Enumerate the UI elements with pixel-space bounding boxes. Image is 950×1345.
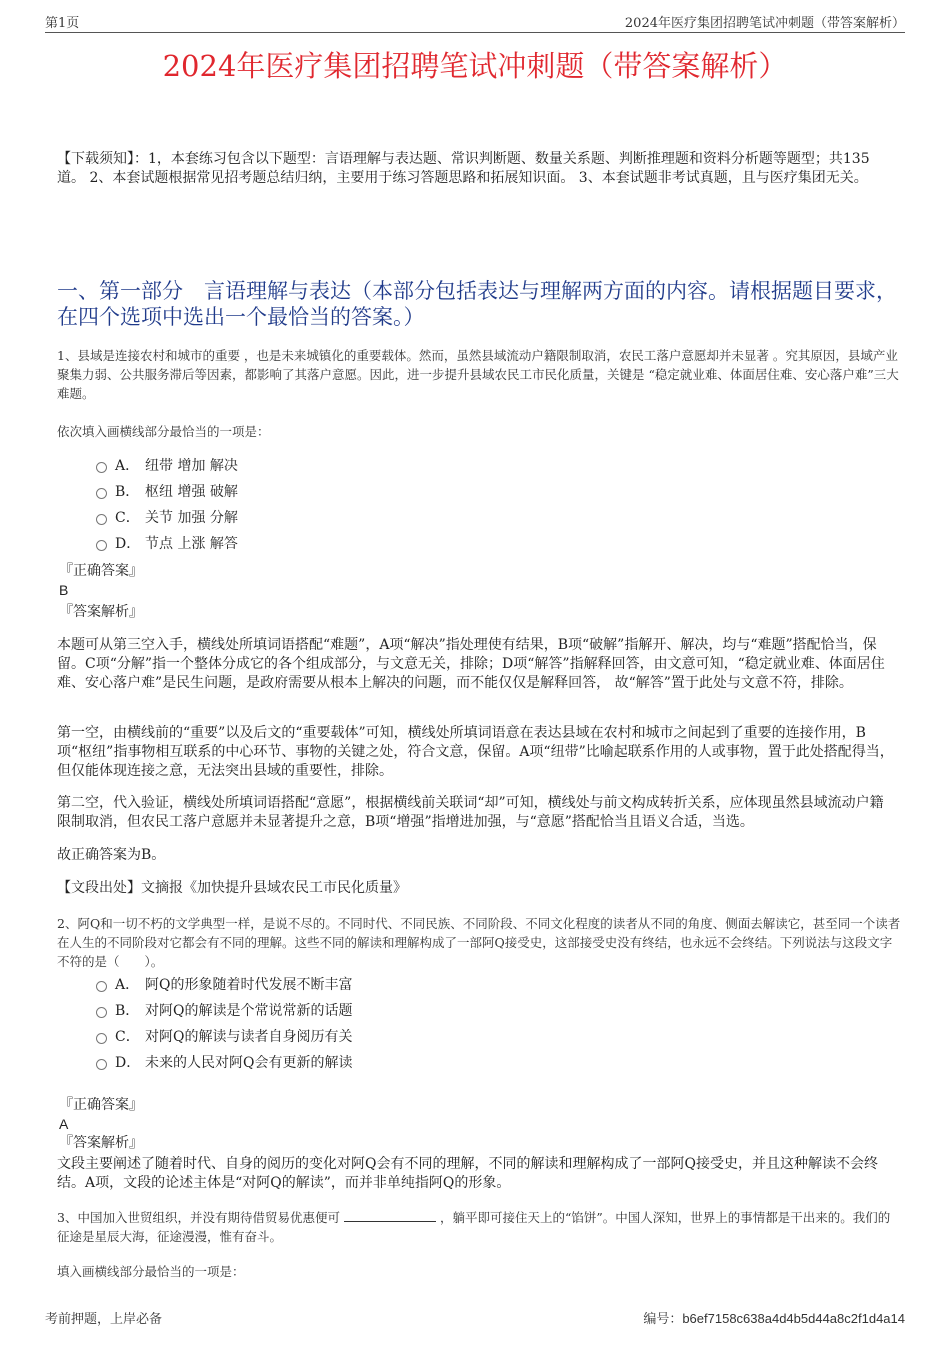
q1-option-a[interactable]: A． 纽带 增加 解决 [96,457,238,475]
q1-source: 【文段出处】文摘报《加快提升县域农民工市民化质量》 [57,880,407,896]
q1-analysis-label: 『答案解析』 [59,604,143,620]
q2-answer: A [59,1116,69,1132]
section-heading: 一、第一部分 言语理解与表达（本部分包括表达与理解两方面的内容。请根据题目要求，在四个选项中选出一个最恰当的答案。） [57,279,897,329]
footer-slogan: 考前押题，上岸必备 [45,1312,163,1327]
question-2-text: 2、阿Q和一切不朽的文学典型一样，是说不尽的。不同时代、不同民族、不同阶段、不同文化程度的读者从不同的角度、侧面去解读它，甚至同一个读者在人生的不同阶段对它都会有不同的理解。这些不同的解读和理解构成了一部阿Q接受史，这部接受史没有终结，也永远不会终结。下列说法与这段文字不符的是（ ）。 [57,916,901,969]
radio-icon[interactable] [96,488,107,499]
page-title: 2024年医疗集团招聘笔试冲刺题（带答案解析） [162,49,788,83]
q1-option-c[interactable]: C． 关节 加强 分解 [96,509,238,527]
question-3-prompt: 填入画横线部分最恰当的一项是： [57,1264,245,1279]
q1-answer-label: 『正确答案』 [59,563,143,579]
radio-icon[interactable] [96,1007,107,1018]
header-page-number: 第1页 [45,16,80,31]
question-3-text: 3、中国加入世贸组织，并没有期待借贸易优惠便可 ，躺平即可接住天上的“馅饼”。中国人深知，世界上的事情都是干出来的。我们的征途是星辰大海，征途漫漫，惟有奋斗。 [57,1210,891,1244]
radio-icon[interactable] [96,981,107,992]
radio-icon[interactable] [96,1033,107,1044]
q2-option-d[interactable]: D． 未来的人民对阿Q会有更新的解读 [96,1054,352,1072]
q1-analysis-paragraph: 第二空，代入验证，横线处所填词语搭配“意愿”，根据横线前关联词“却”可知，横线处与前文构成转折关系，应体现虽然县域流动户籍限制取消，但农民工落户意愿并未显著提升之意，B项“增强”指增进加强，与“意愿”搭配恰当且语义合适，当选。 [57,795,884,830]
q2-option-a[interactable]: A． 阿Q的形象随着时代发展不断丰富 [96,976,352,994]
q1-option-d[interactable]: D． 节点 上涨 解答 [96,535,238,553]
header-divider [45,32,905,33]
radio-icon[interactable] [96,462,107,473]
download-notice: 【下载须知】：1，本套练习包含以下题型：言语理解与表达题、常识判断题、数量关系题、判断推理题和资料分析题等题型；共135道。 2、本套试题根据常见招考题总结归纳，主要用于练习答题思路和拓展知识面。 3、本套试题非考试真题，且与医疗集团无关。 [57,151,870,186]
q2-answer-label: 『正确答案』 [59,1097,143,1113]
q1-analysis-conclusion: 故正确答案为B。 [57,847,166,863]
header-doc-title: 2024年医疗集团招聘笔试冲刺题（带答案解析） [624,16,905,31]
footer-code: 编号：b6ef7158c638a4d4b5d44a8c2f1d4a14 [643,1311,905,1327]
q1-answer: B [59,582,69,598]
fill-blank[interactable] [344,1209,436,1222]
q2-option-b[interactable]: B． 对阿Q的解读是个常说常新的话题 [96,1002,352,1020]
q1-option-b[interactable]: B． 枢纽 增强 破解 [96,483,238,501]
q2-analysis: 文段主要阐述了随着时代、自身的阅历的变化对阿Q会有不同的理解，不同的解读和理解构成了一部阿Q接受史，并且这种解读不会终结。A项，文段的论述主体是“对阿Q的解读”，而并非单纯指阿Q的形象。 [57,1156,878,1191]
radio-icon[interactable] [96,540,107,551]
q2-option-c[interactable]: C． 对阿Q的解读与读者自身阅历有关 [96,1028,352,1046]
radio-icon[interactable] [96,514,107,525]
q1-analysis-paragraph: 第一空，由横线前的“重要”以及后文的“重要载体”可知，横线处所填词语意在表达县域在农村和城市之间起到了重要的连接作用，B项“枢纽”指事物相互联系的中心环节、事物的关键之处，符合文意，保留。A项“纽带”比喻起联系作用的人或事物，置于此处搭配得当，但仅能体现连接之意，无法突出县域的重要性，排除。 [57,725,894,779]
question-1-text: 1、县域是连接农村和城市的重要 ，也是未来城镇化的重要载体。然而，虽然县域流动户籍限制取消，农民工落户意愿却并未显著 。究其原因，县域产业聚集力弱、公共服务滞后等因素，都影响了其落户意愿。因此，进一步提升县域农民工市民化质量，关键是 “稳定就业难、体面居住难、安心落户难”三大难题。 [57,348,899,401]
q2-analysis-label: 『答案解析』 [59,1135,143,1151]
radio-icon[interactable] [96,1059,107,1070]
question-1-prompt: 依次填入画横线部分最恰当的一项是： [57,424,270,439]
q1-analysis-paragraph: 本题可从第三空入手，横线处所填词语搭配“难题”，A项“解决”指处理使有结果，B项“破解”指解开、解决，均与“难题”搭配恰当，保留。C项“分解”指一个整体分成它的各个组成部分，与文意无关，排除；D项“解答”指解释回答，由文意可知，“稳定就业难、体面居住难、安心落户难”是民生问题，是政府需要从根本上解决的问题，而不能仅仅是解释回答， 故“解答”置于此处与文意不符，排除。 [57,637,885,691]
